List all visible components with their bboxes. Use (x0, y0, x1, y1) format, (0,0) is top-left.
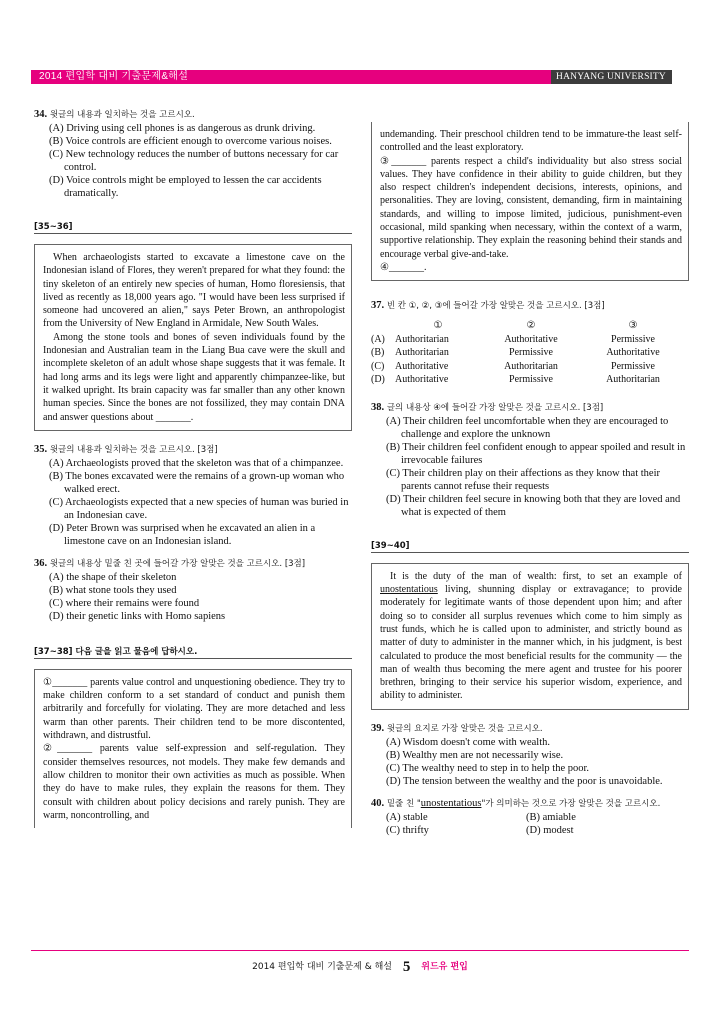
question-36 (34, 557, 352, 623)
option: (C) New technology reduces the number of buttons necessary for car control. (49, 149, 339, 173)
question-number: 34. (34, 109, 48, 120)
question-prompt: 윗글의 내용과 일치하는 것을 고르시오. [3점] (49, 444, 218, 455)
table-row: (B) Authoritarian Permissive Authoritative (371, 347, 660, 359)
question-prompt: 윗글의 내용상 밑줄 친 곳에 들어갈 가장 알맞은 것을 고르시오. [3점] (49, 558, 306, 569)
option: (A) the shape of their skeleton (49, 571, 177, 583)
table-header: ① ② ③ (433, 320, 638, 332)
option: (B) amiable (526, 811, 576, 823)
passage-paragraph: ②_______ parents value self-expression and self-regulation. They consider themselves resources, not models. They make few demands and allow children to monitor their own activities as much as possible. When they do have to make rules, they explain the reasons for them. They consult with children about policy decisions and rarely punish. They are warm, noncontrolling, and (43, 743, 345, 821)
left-column (34, 108, 352, 828)
right-column (371, 122, 689, 837)
option: (A) Driving using cell phones is as dangerous as drunk driving. (49, 123, 316, 134)
question-number: 38. (371, 401, 385, 413)
option: (D) Their children feel secure in knowing both that they are loved and what is expected of them (386, 493, 681, 518)
option: (B) Wealthy men are not necessarily wise. (386, 749, 564, 761)
option: (C) Archaeologists expected that a new species of human was buried in an Indonesian cave. (49, 496, 349, 521)
table-row: (D) Authoritative Permissive Authoritarian (371, 374, 660, 386)
option: (B) Their children feel confident enough to appear spoiled and result in irrevocable failures (386, 441, 686, 466)
question-number: 39. (371, 722, 385, 734)
question-39 (371, 722, 689, 788)
choice-table (371, 319, 689, 387)
passage-paragraph: ③_______ parents respect a child's individuality but also stress social values. They have confidence in their ability to guide children, but they also respect children's independent decisions, interests, opinions, and personalities. They are loving, consistent, demanding, firm in maintaining standards, and willing to impose limited, judicious, punishment-even occasional, mild spanking when necessary, within the context of a warm, supportive relationship. They explain the reasoning behind their stands and encourage verbal give-and-take. (380, 155, 682, 260)
question-prompt: 윗글의 내용과 일치하는 것을 고르시오. (49, 110, 195, 120)
underlined-word: unostentatious (380, 584, 438, 596)
question-number: 36. (34, 557, 48, 569)
section-label: [39~40] (371, 541, 689, 553)
option: (C) Their children play on their affections as they know that their parents cannot refuse their requests (386, 467, 660, 492)
passage-paragraph: ①_______ parents value control and unquestioning obedience. They try to make children conform to a set standard of conduct and punish them arbitrarily and forcefully for violating. They are more detached and less warm than other parents. Their children tend to be more discontented, withdrawn, and distrustful. (43, 676, 345, 742)
question-number: 37. (371, 300, 385, 312)
passage-box-part2 (371, 122, 689, 281)
table-row: (C) Authoritative Authoritarian Permissive (371, 360, 655, 372)
passage-box-part1 (34, 669, 352, 828)
option: (C) thrifty (386, 824, 429, 836)
passage-paragraph: ④_______. (380, 261, 427, 273)
option: (A) Archaeologists proved that the skeleton was that of a chimpanzee. (49, 457, 344, 469)
question-prompt: 윗글의 요지로 가장 알맞은 것을 고르시오. (386, 723, 543, 734)
header-bar-left (31, 70, 551, 84)
section-label: [37~38] 다음 글을 읽고 물음에 답하시오. (34, 645, 352, 659)
option: (C) The wealthy need to step in to help the poor. (386, 762, 590, 774)
option: (B) The bones excavated were the remains of a grown-up woman who walked erect. (49, 470, 345, 495)
option: (B) Voice controls are efficient enough to overcome various noises. (49, 136, 332, 147)
footer-title: 2014 편입학 대비 기출문제 & 해설 (252, 962, 392, 972)
question-35 (34, 443, 352, 548)
table-row: (A) Authoritarian Authoritative Permissive (371, 333, 655, 345)
option: (B) what stone tools they used (49, 584, 177, 596)
page-number: 5 (402, 959, 411, 975)
passage-paragraph: Among the stone tools and bones of seven individuals found by the Indonesian and Australian team in the Liang Bua cave were the skull and incomplete skeleton of an adult whose shape suggests that it was female. It had long arms and its legs were light and apparently chimpanzee-like, but it walked upright. Its brain capacity was far smaller than any other known human species. Since the bones are not fossilized, they may contain DNA and answer questions about _______. (43, 331, 345, 423)
option: (D) The tension between the wealthy and the poor is unavoidable. (386, 775, 663, 787)
underlined-word: unostentatious (420, 797, 482, 809)
page-footer (31, 950, 689, 975)
question-38 (371, 401, 689, 519)
question-34 (34, 108, 352, 200)
passage-paragraph: undemanding. Their preschool children tend to be immature-the least self-controlled and the least exploratory. (380, 129, 682, 154)
section-label: [35~36] (34, 222, 352, 234)
question-37 (371, 299, 689, 387)
header-title: 2014 편입학 대비 기출문제&해설 (39, 71, 189, 82)
question-prompt: 빈 칸 ①, ②, ③에 들어갈 가장 알맞은 것을 고르시오. [3점] (386, 301, 605, 312)
question-number: 35. (34, 443, 48, 455)
option: (C) where their remains were found (49, 597, 200, 609)
header-bar-right (551, 70, 672, 84)
question-number: 40. (371, 797, 385, 809)
option: (A) Wisdom doesn't come with wealth. (386, 736, 550, 748)
option: (D) Peter Brown was surprised when he excavated an alien in a limestone cave on an Indonesian island. (49, 522, 316, 547)
footer-brand: 위드유 편입 (421, 962, 468, 972)
passage-paragraph: It is the duty of the man of wealth: first, to set an example of unostentatious living, shunning display or extravagance; to provide moderately for legitimate wants of those dependent upon him; and after doing so to consider all surplus revenues which come to him simply as trust funds, which he is called upon to administer, and strictly bound as matter of duty to administer in the manner which, in his judgment, is best calculated to produce the most beneficial results for the community — the man of wealth thus becoming the mere agent and trustee for his poorer brethren, bringing to their service his superior wisdom, experience, and ability to administer. (380, 570, 682, 702)
option: (D) Voice controls might be employed to lessen the car accidents dramatically. (49, 175, 322, 199)
passage-box (34, 244, 352, 431)
option: (A) Their children feel uncomfortable when they are encouraged to challenge and explore the unknown (386, 415, 669, 440)
header-university: HANYANG UNIVERSITY (556, 72, 666, 82)
option: (A) stable (386, 811, 428, 823)
passage-paragraph: When archaeologists started to excavate a limestone cave on the Indonesian island of Flores, they weren't prepared for what they found: the tiny skeleton of an entirely new species of human, Homo floresiensis, that lived as recently as 18,000 years ago. "I would have been less surprised if someone had uncovered an alien," says Peter Brown, an anthropologist from the University of New England in Armidale, New South Wales. (43, 252, 345, 330)
question-prompt: 글의 내용상 ④에 들어갈 가장 알맞은 것을 고르시오. [3점] (386, 402, 604, 413)
question-40: 40. 밑줄 친 "unostentatious"가 의미하는 것으로 가장 알맞은 것을 고르시오. (A) stable (B) amiable (C) thrifty (D) modest (371, 797, 689, 837)
option: (D) their genetic links with Homo sapiens (49, 610, 226, 622)
option: (D) modest (526, 824, 574, 836)
passage-box (371, 563, 689, 710)
page-header (31, 70, 672, 84)
